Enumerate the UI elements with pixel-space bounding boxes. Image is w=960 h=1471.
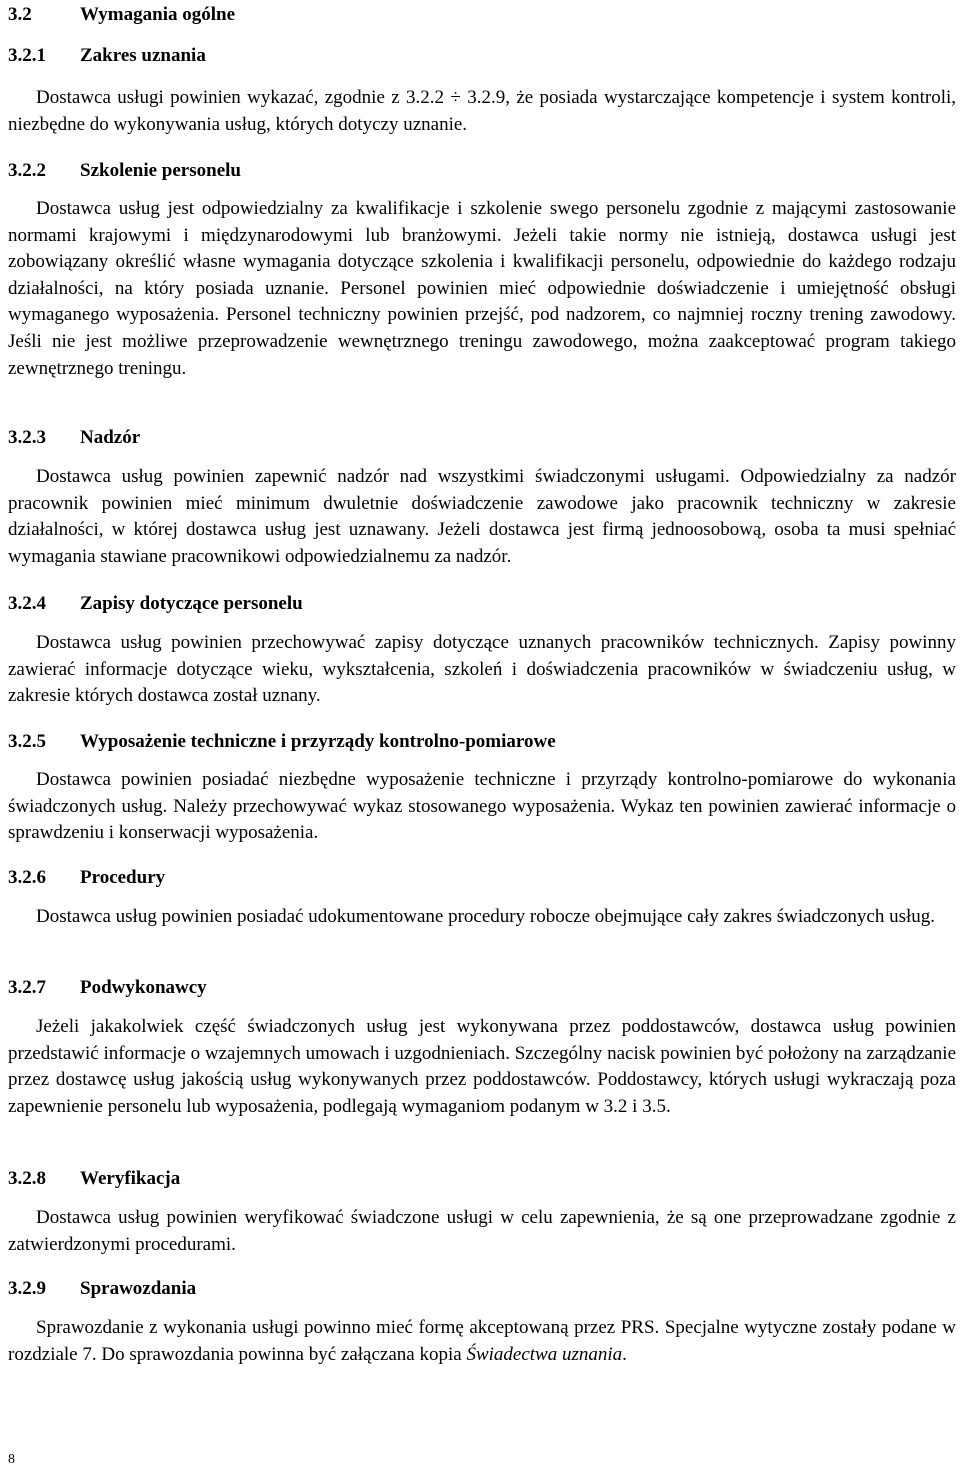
subsection-number: 3.2.4 xyxy=(8,593,46,614)
section-number: 3.2 xyxy=(8,4,32,25)
subsection-paragraph: Sprawozdanie z wykonania usługi powinno mieć formę akceptowaną przez PRS. Specjalne wytyczne zostały podane w rozdziale 7. Do sprawozdania powinna być załączana kopia Świadectwa uznania. xyxy=(8,1317,956,1365)
subsection-paragraph: Jeżeli jakakolwiek część świadczonych usług jest wykonywana przez poddostawców, dostawca usług powinien przedstawić informacje o wzajemnych umowach i uzgodnieniach. Szczególny nacisk powinien być położony na zarządzanie przez dostawcę usług jakością usług wykonywanych przez poddostawców. Poddostawcy, których usługi wykraczają poza zapewnienie personelu lub wyposażenia, podlegają wymaganiom podanym w 3.2 i 3.5. xyxy=(8,1016,956,1117)
subsection-paragraph: Dostawca usług jest odpowiedzialny za kwalifikacje i szkolenie swego personelu zgodnie z mającymi zastosowanie normami krajowymi i międzynarodowymi lub branżowymi. Jeżeli takie normy nie istnieją, dostawca usługi jest zobowiązany określić własne wymagania dotyczące szkolenia i kwalifikacji personelu, odpowiednie do każdego rodzaju działalności, na który posiada uznanie. Personel powinien mieć odpowiednie doświadczenie i umiejętność obsługi wymaganego wyposażenia. Personel techniczny powinien przejść, pod nadzorem, co najmniej roczny trening zawodowy. Jeśli nie jest możliwe przeprowadzenie wewnętrznego treningu zawodowego, można zaakceptować program takiego zewnętrznego treningu. xyxy=(8,198,956,379)
subsection-heading xyxy=(8,867,165,889)
subsection-number: 3.2.8 xyxy=(8,1168,46,1189)
certificate-reference: Świadectwa uznania xyxy=(466,1343,623,1365)
subsection-title: Wyposażenie techniczne i przyrządy kontrolno-pomiarowe xyxy=(80,731,556,752)
subsection-paragraph: Dostawca usług powinien przechowywać zapisy dotyczące uznanych pracowników technicznych. Zapisy powinny zawierać informacje dotyczące wieku, wykształcenia, szkoleń i doświadczenia pracowników w świadczeniu usług, w zakresie których dostawca został uznany. xyxy=(8,632,956,707)
subsection-number: 3.2.2 xyxy=(8,160,46,181)
subsection-number: 3.2.9 xyxy=(8,1278,46,1299)
subsection-heading xyxy=(8,977,207,999)
subsection-title: Podwykonawcy xyxy=(80,977,207,998)
page-number: 8 xyxy=(8,1452,15,1467)
subsection-paragraph: Dostawca usługi powinien wykazać, zgodnie z 3.2.2 ÷ 3.2.9, że posiada wystarczające kompetencje i system kontroli, niezbędne do wykonywania usług, których dotyczy uznanie. xyxy=(8,87,956,135)
subsection-paragraph: Dostawca usług powinien zapewnić nadzór nad wszystkimi świadczonymi usługami. Odpowiedzialny za nadzór pracownik powinien mieć minimum dwuletnie doświadczenie zawodowe jako pracownik techniczny w zakresie działalności, w której dostawca usług jest uznawany. Jeżeli dostawca jest firmą jednoosobową, osoba ta musi spełniać wymagania stawiane pracownikowi odpowiedzialnemu za nadzór. xyxy=(8,466,956,567)
subsection-heading xyxy=(8,45,206,67)
subsection-title: Szkolenie personelu xyxy=(80,160,241,181)
section-title: Wymagania ogólne xyxy=(80,4,235,25)
subsection-title: Zapisy dotyczące personelu xyxy=(80,593,303,614)
subsection-title: Zakres uznania xyxy=(80,45,206,66)
subsection-title: Weryfikacja xyxy=(80,1168,181,1189)
subsection-number: 3.2.5 xyxy=(8,731,46,752)
subsection-number: 3.2.7 xyxy=(8,977,46,998)
subsection-heading xyxy=(8,593,303,615)
subsection-heading xyxy=(8,160,241,182)
subsection-number: 3.2.6 xyxy=(8,867,46,888)
subsection-heading xyxy=(8,1278,196,1300)
subsection-paragraph: Dostawca usług powinien weryfikować świadczone usługi w celu zapewnienia, że są one przeprowadzane zgodnie z zatwierdzonymi procedurami. xyxy=(8,1207,956,1255)
subsection-paragraph: Dostawca usług powinien posiadać udokumentowane procedury robocze obejmujące cały zakres świadczonych usług. xyxy=(36,906,936,927)
subsection-heading xyxy=(8,1168,180,1190)
subsection-title: Nadzór xyxy=(80,427,141,448)
subsection-number: 3.2.3 xyxy=(8,427,46,448)
subsection-number: 3.2.1 xyxy=(8,45,46,66)
section-heading xyxy=(8,4,235,26)
subsection-heading xyxy=(8,427,140,449)
subsection-paragraph: Dostawca powinien posiadać niezbędne wyposażenie techniczne i przyrządy kontrolno-pomiarowe do wykonania świadczonych usług. Należy przechowywać wykaz stosowanego wyposażenia. Wykaz ten powinien zawierać informacje o sprawdzeniu i konserwacji wyposażenia. xyxy=(8,769,956,844)
subsection-heading xyxy=(8,731,556,753)
subsection-title: Sprawozdania xyxy=(80,1278,197,1299)
subsection-title: Procedury xyxy=(80,867,166,888)
